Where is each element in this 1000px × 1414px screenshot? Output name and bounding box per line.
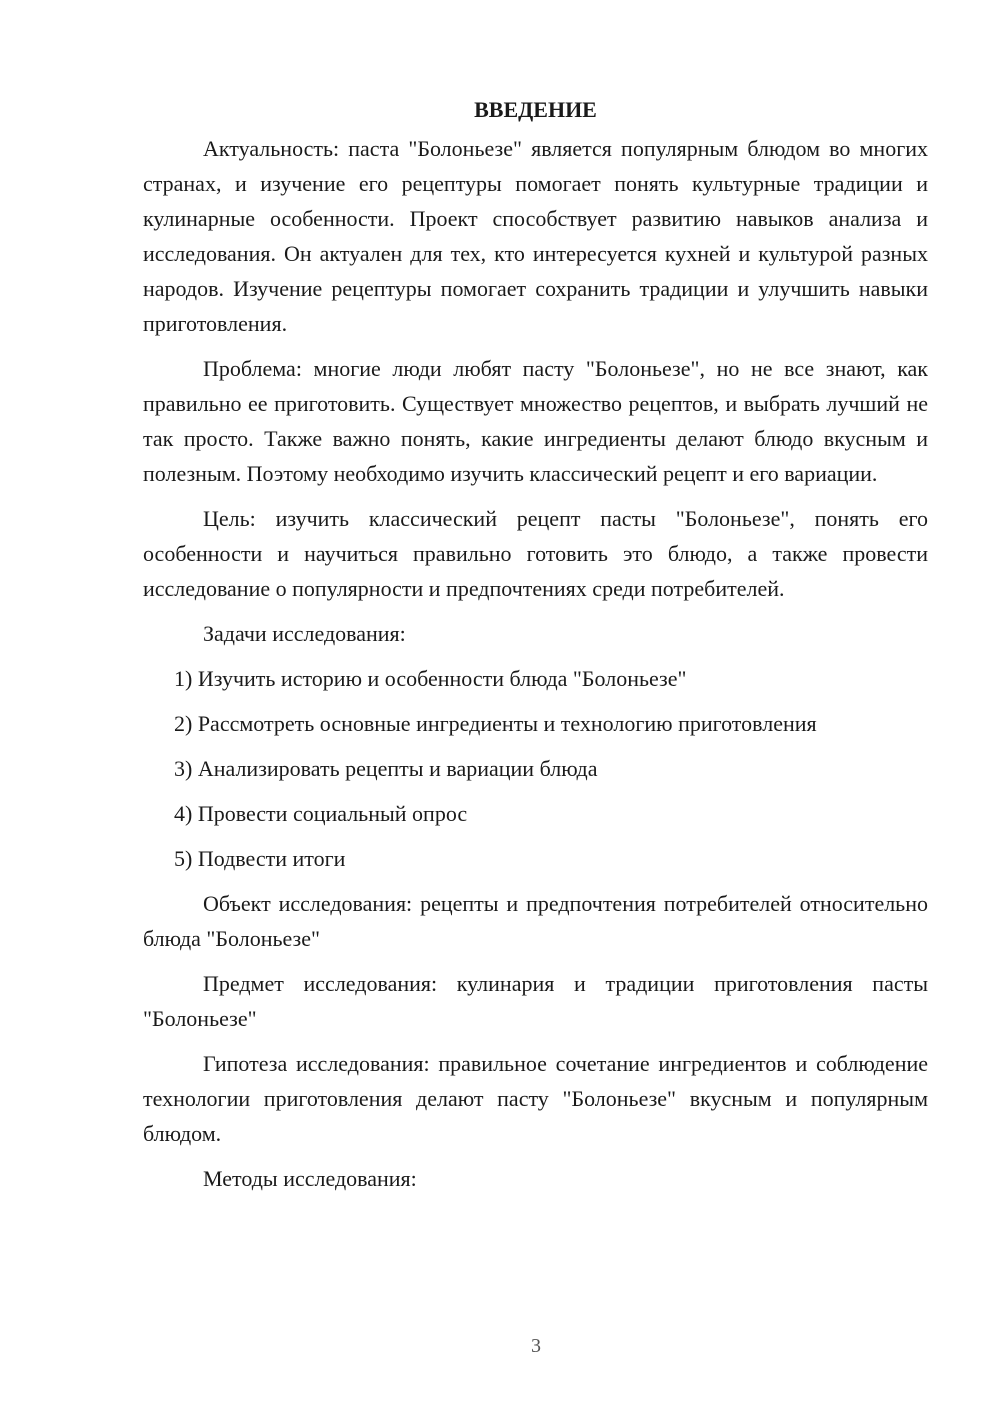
problem-paragraph: Проблема: многие люди любят пасту "Болоньезе", но не все знают, как правильно ее приготовить. Существует множество рецептов, и выбрать лучший не так просто. Также важно понять, какие ингредиенты делают блюдо вкусным и полезным. Поэтому необходимо изучить классический рецепт и его вариации. bbox=[143, 356, 928, 486]
goal-paragraph: Цель: изучить классический рецепт пасты "Болоньезе", понять его особенности и научиться правильно готовить это блюдо, а также провести исследование о популярности и предпочтениях среди потребителей. bbox=[143, 506, 928, 601]
list-item: 3) Анализировать рецепты и вариации блюда bbox=[174, 756, 598, 781]
list-item: 4) Провести социальный опрос bbox=[174, 801, 468, 826]
list-item: 1) Изучить историю и особенности блюда "Болоньезе" bbox=[174, 666, 687, 691]
object-paragraph: Объект исследования: рецепты и предпочтения потребителей относительно блюда "Болоньезе" bbox=[143, 891, 928, 951]
page-content bbox=[143, 92, 928, 1206]
list-item: 5) Подвести итоги bbox=[174, 846, 346, 871]
tasks-list bbox=[143, 661, 928, 876]
section-heading: ВВЕДЕНИЕ bbox=[474, 97, 597, 122]
subject-paragraph: Предмет исследования: кулинария и традиции приготовления пасты "Болоньезе" bbox=[143, 971, 928, 1031]
hypothesis-paragraph: Гипотеза исследования: правильное сочетание ингредиентов и соблюдение технологии приготовления делают пасту "Болоньезе" вкусным и популярным блюдом. bbox=[143, 1051, 928, 1146]
relevance-paragraph: Актуальность: паста "Болоньезе" является популярным блюдом во многих странах, и изучение его рецептуры помогает понять культурные традиции и кулинарные особенности. Проект способствует развитию навыков анализа и исследования. Он актуален для тех, кто интересуется кухней и культурой разных народов. Изучение рецептуры помогает сохранить традиции и улучшить навыки приготовления. bbox=[143, 136, 928, 336]
list-item: 2) Рассмотреть основные ингредиенты и технологию приготовления bbox=[174, 711, 817, 736]
methods-heading: Методы исследования: bbox=[203, 1166, 417, 1191]
tasks-heading: Задачи исследования: bbox=[203, 621, 406, 646]
page-number: 3 bbox=[531, 1335, 541, 1357]
